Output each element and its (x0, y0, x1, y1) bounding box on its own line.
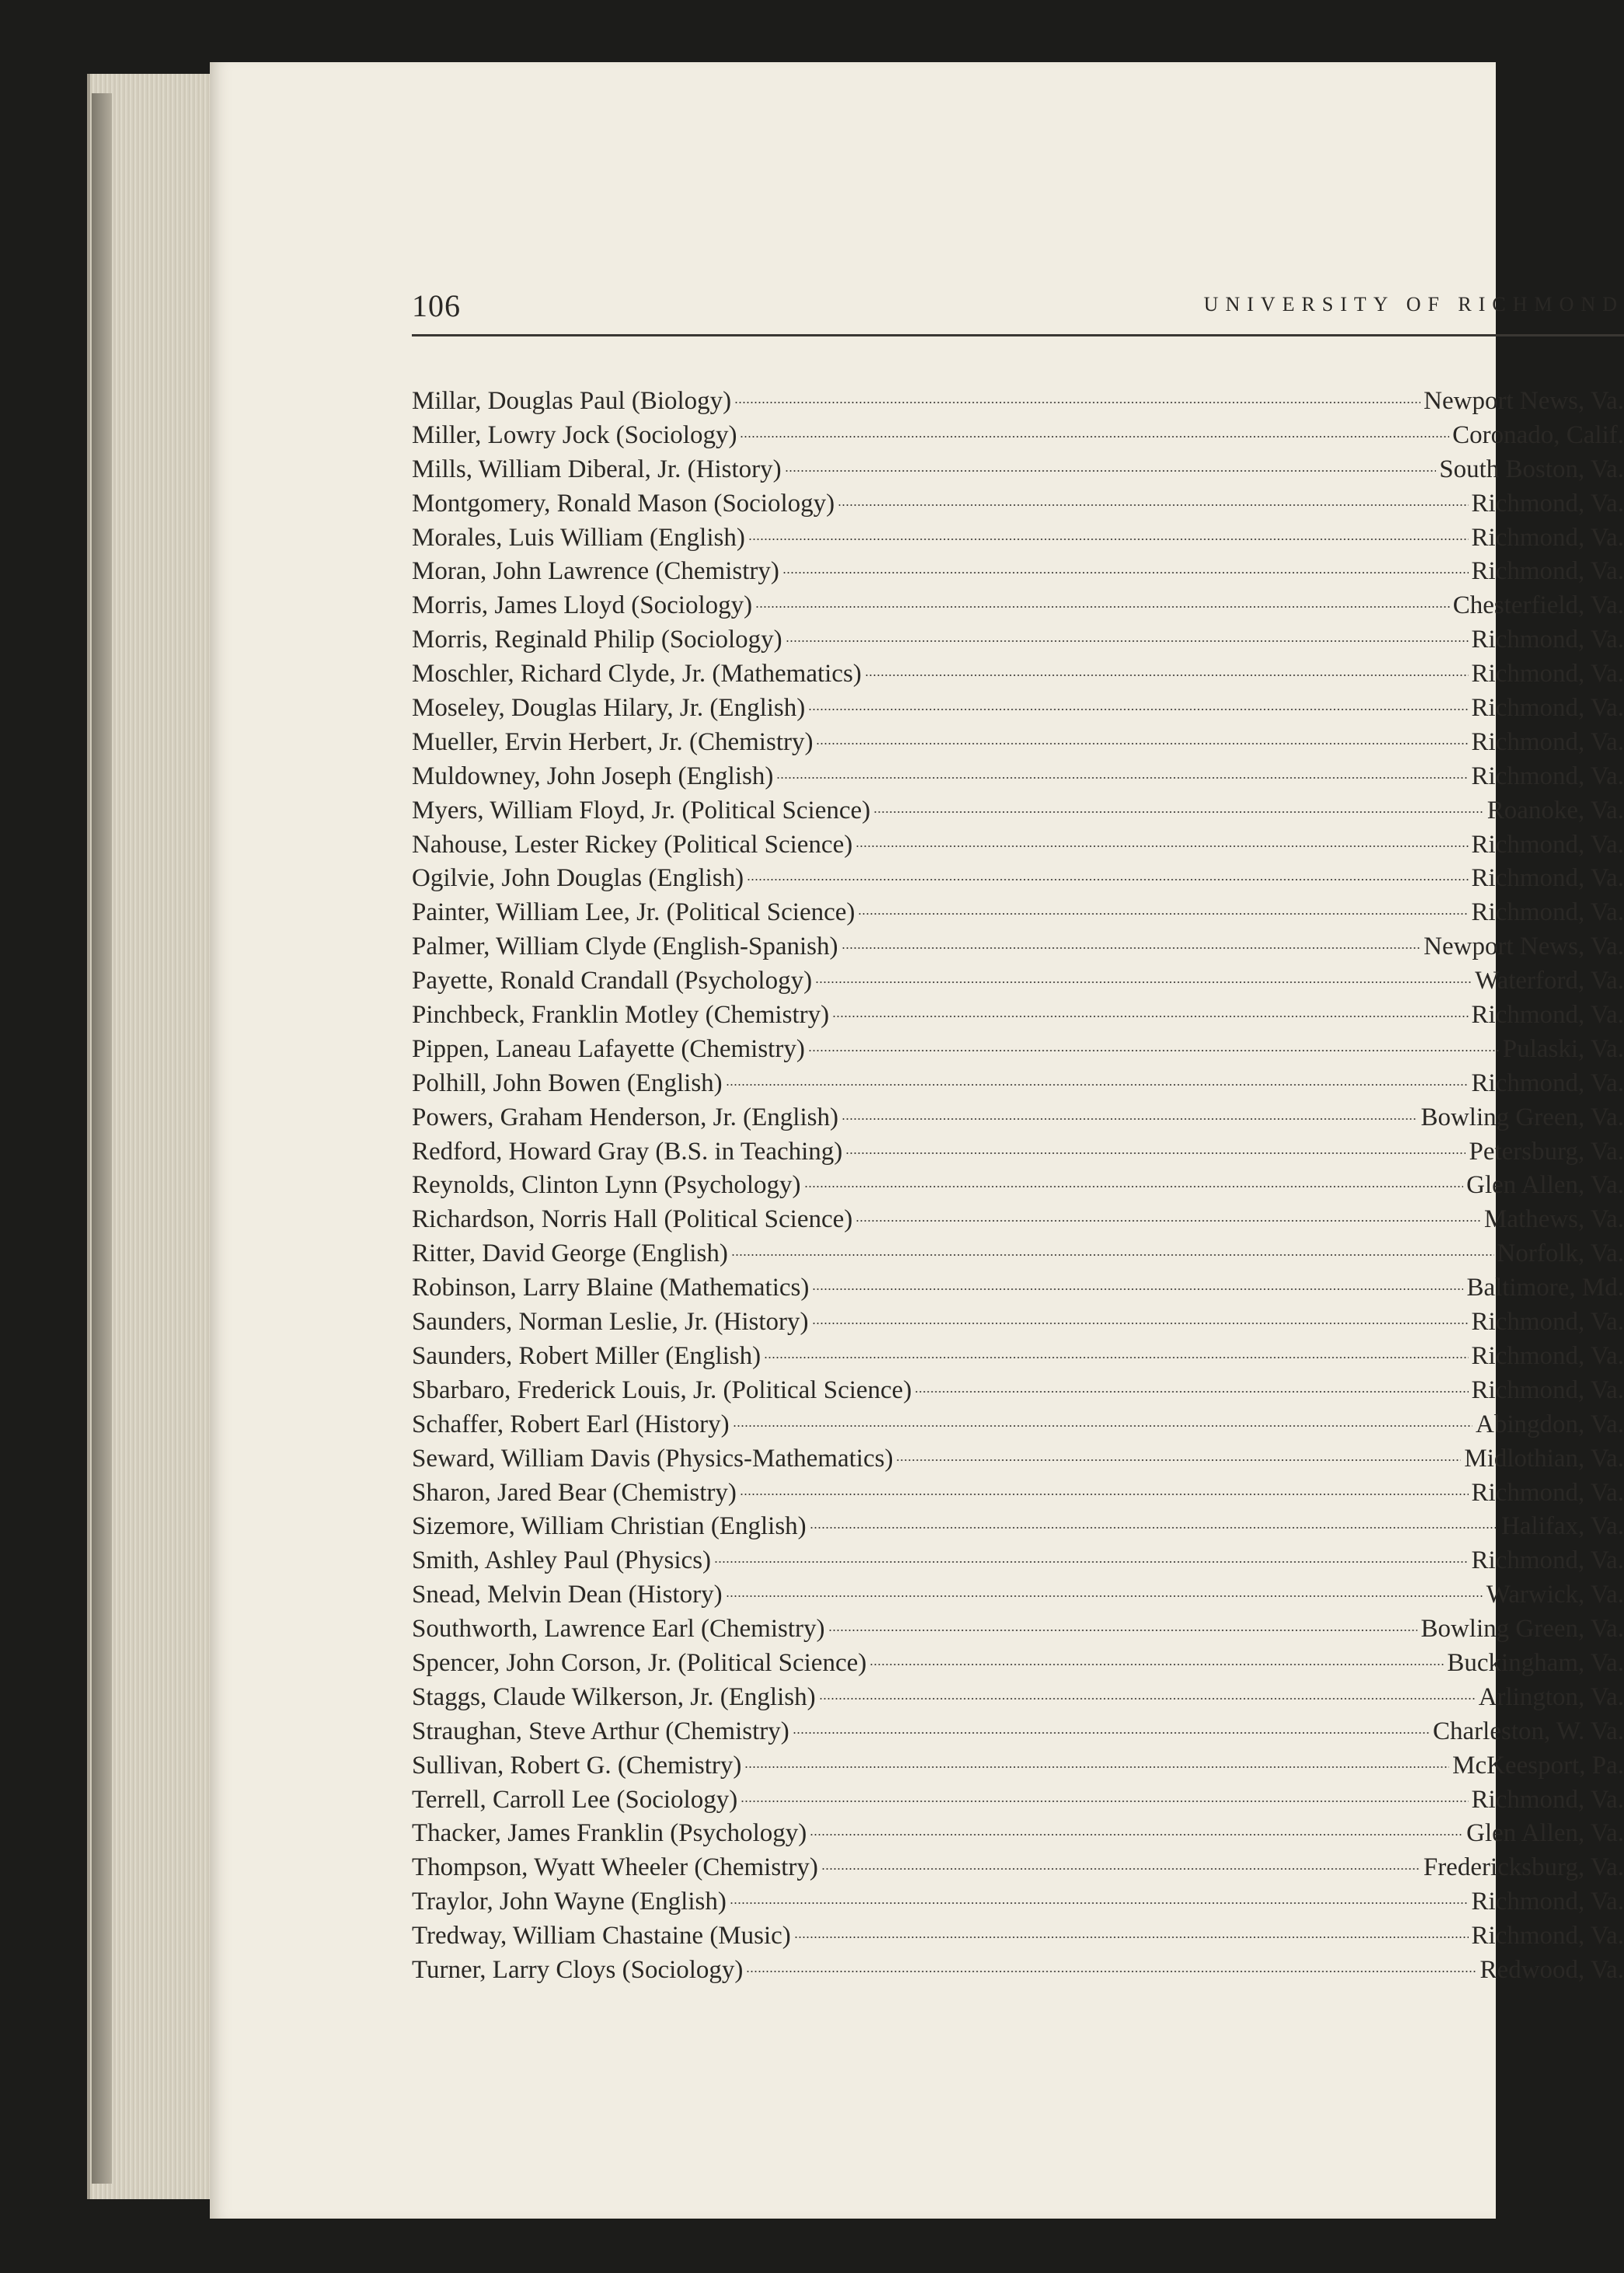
book-page (210, 62, 1624, 2219)
hometown: Newport News, Va. (1424, 387, 1624, 415)
hometown: Richmond, Va. (1471, 1546, 1624, 1575)
list-item (412, 1817, 1624, 1851)
hometown: Richmond, Va. (1471, 830, 1624, 859)
list-item (412, 589, 1624, 623)
list-item (412, 1033, 1624, 1067)
list-item (412, 760, 1624, 794)
hometown: Midlothian, Va. (1464, 1444, 1624, 1473)
student-name-major: Morris, James Lloyd (Sociology) (412, 591, 753, 620)
list-item (412, 964, 1624, 999)
list-item (412, 1749, 1624, 1783)
student-name-major: Seward, William Davis (Physics-Mathematics) (412, 1444, 894, 1473)
dot-leader (764, 1357, 1468, 1358)
student-name-major: Moseley, Douglas Hilary, Jr. (English) (412, 694, 806, 723)
dot-leader (856, 845, 1468, 847)
hometown: Glen Allen, Va. (1466, 1171, 1624, 1200)
student-name-major: Southworth, Lawrence Earl (Chemistry) (412, 1615, 825, 1644)
dot-leader (845, 1152, 1465, 1154)
student-name-major: Tredway, William Chastaine (Music) (412, 1922, 791, 1951)
dot-leader (870, 1664, 1444, 1665)
student-name-major: Thacker, James Franklin (Psychology) (412, 1819, 807, 1848)
hometown: McKeesport, Pa. (1452, 1751, 1624, 1780)
student-name-major: Polhill, John Bowen (English) (412, 1069, 723, 1097)
student-name-major: Reynolds, Clinton Lynn (Psychology) (412, 1171, 801, 1200)
list-item (412, 623, 1624, 657)
hometown: Richmond, Va. (1471, 1308, 1624, 1337)
hometown: Norfolk, Va. (1497, 1239, 1624, 1268)
hometown: Charleston, W. Va. (1433, 1717, 1624, 1745)
list-item (412, 726, 1624, 760)
dot-leader (746, 1971, 1476, 1972)
dot-leader (810, 1527, 1498, 1529)
dot-leader (794, 1937, 1469, 1938)
dot-leader (873, 811, 1484, 813)
list-item (412, 1851, 1624, 1885)
list-item (412, 1169, 1624, 1203)
student-name-major: Traylor, John Wayne (English) (412, 1888, 727, 1916)
list-item (412, 657, 1624, 692)
list-item (412, 1237, 1624, 1271)
student-name-major: Snead, Melvin Dean (History) (412, 1581, 723, 1609)
list-item (412, 692, 1624, 726)
dot-leader (812, 1323, 1469, 1324)
student-name-major: Spencer, John Corson, Jr. (Political Science) (412, 1648, 867, 1677)
dot-leader (815, 981, 1472, 983)
dot-leader (786, 640, 1469, 642)
list-item (412, 1715, 1624, 1749)
student-name-major: Mills, William Diberal, Jr. (History) (412, 455, 782, 483)
page-number: 106 (412, 288, 461, 323)
hometown: Warwick, Va. (1486, 1581, 1624, 1609)
list-item (412, 999, 1624, 1033)
dot-leader (747, 879, 1468, 880)
student-name-major: Schaffer, Robert Earl (History) (412, 1410, 730, 1438)
list-item (412, 555, 1624, 589)
dot-leader (828, 1630, 1418, 1631)
dot-leader (744, 1766, 1449, 1768)
student-name-major: Moran, John Lawrence (Chemistry) (412, 557, 779, 586)
hometown: Bowling Green, Va. (1420, 1615, 1624, 1644)
student-name-major: Montgomery, Ronald Mason (Sociology) (412, 489, 835, 518)
list-item (412, 1442, 1624, 1476)
hometown: Bowling Green, Va. (1420, 1103, 1624, 1131)
hometown: Roanoke, Va. (1486, 796, 1624, 824)
hometown: Richmond, Va. (1471, 1001, 1624, 1030)
hometown: Mathews, Va. (1484, 1205, 1624, 1234)
hometown: Richmond, Va. (1471, 660, 1624, 689)
hometown: Pulaski, Va. (1502, 1034, 1624, 1063)
dot-leader (896, 1459, 1461, 1461)
student-name-major: Staggs, Claude Wilkerson, Jr. (English) (412, 1682, 816, 1711)
list-item (412, 1476, 1624, 1511)
dot-leader (804, 1186, 1464, 1187)
hometown: Richmond, Va. (1471, 864, 1624, 893)
dot-leader (726, 1084, 1469, 1086)
list-item (412, 1374, 1624, 1408)
student-name-major: Smith, Ashley Paul (Physics) (412, 1546, 712, 1575)
student-name-major: Saunders, Robert Miller (English) (412, 1341, 761, 1370)
running-title: UNIVERSITY OF RICHMOND (1204, 293, 1624, 316)
hometown: Richmond, Va. (1471, 898, 1624, 927)
list-item (412, 1408, 1624, 1442)
hometown: Abingdon, Va. (1476, 1410, 1624, 1438)
student-name-major: Miller, Lowry Jock (Sociology) (412, 420, 737, 449)
hometown: Glen Allen, Va. (1466, 1819, 1624, 1848)
list-item (412, 896, 1624, 930)
list-item (412, 828, 1624, 863)
dot-leader (915, 1391, 1468, 1393)
hometown: Coronado, Calif. (1452, 420, 1624, 449)
dot-leader (733, 1425, 1472, 1427)
student-name-major: Morales, Luis William (English) (412, 523, 745, 552)
student-name-major: Muldowney, John Joseph (English) (412, 762, 774, 790)
book-spine-shadow (92, 93, 112, 2184)
dot-leader (726, 1595, 1483, 1597)
list-item (412, 1954, 1624, 1988)
dot-leader (741, 1801, 1468, 1802)
hometown: Baltimore, Md. (1466, 1274, 1624, 1302)
dot-leader (865, 675, 1469, 676)
hometown: Fredericksburg, Va. (1423, 1853, 1624, 1882)
student-name-major: Palmer, William Clyde (English-Spanish) (412, 933, 838, 961)
dot-leader (821, 1868, 1420, 1870)
list-item (412, 862, 1624, 896)
dot-leader (793, 1732, 1430, 1734)
dot-leader (812, 1288, 1463, 1290)
hometown: Richmond, Va. (1471, 523, 1624, 552)
hometown: Richmond, Va. (1471, 694, 1624, 723)
hometown: Richmond, Va. (1471, 1341, 1624, 1370)
dot-leader (734, 402, 1420, 403)
running-head (412, 288, 1624, 326)
list-item (412, 1306, 1624, 1340)
student-list (412, 385, 1624, 1988)
student-name-major: Thompson, Wyatt Wheeler (Chemistry) (412, 1853, 818, 1882)
dot-leader (856, 1220, 1481, 1222)
dot-leader (748, 539, 1469, 540)
student-name-major: Powers, Graham Henderson, Jr. (English) (412, 1103, 838, 1131)
dot-leader (714, 1561, 1468, 1563)
list-item (412, 1101, 1624, 1135)
student-name-major: Terrell, Carroll Lee (Sociology) (412, 1785, 738, 1814)
dot-leader (776, 777, 1468, 779)
student-name-major: Sharon, Jared Bear (Chemistry) (412, 1478, 737, 1507)
hometown: Buckingham, Va. (1447, 1648, 1624, 1677)
list-item (412, 1067, 1624, 1101)
hometown: Richmond, Va. (1471, 1069, 1624, 1097)
list-item (412, 1885, 1624, 1919)
hometown: Richmond, Va. (1471, 1785, 1624, 1814)
hometown: Arlington, Va. (1478, 1682, 1624, 1711)
list-item (412, 1612, 1624, 1647)
list-item (412, 1783, 1624, 1818)
dot-leader (810, 1834, 1463, 1835)
student-name-major: Redford, Howard Gray (B.S. in Teaching) (412, 1137, 843, 1166)
hometown: Richmond, Va. (1471, 1922, 1624, 1951)
hometown: Chesterfield, Va. (1452, 591, 1624, 620)
student-name-major: Turner, Larry Cloys (Sociology) (412, 1955, 744, 1984)
dot-leader (808, 1050, 1500, 1051)
hometown: Richmond, Va. (1471, 1375, 1624, 1404)
dot-leader (838, 504, 1468, 506)
student-name-major: Robinson, Larry Blaine (Mathematics) (412, 1274, 810, 1302)
dot-leader (819, 1698, 1476, 1700)
list-item (412, 1544, 1624, 1578)
list-item (412, 1340, 1624, 1374)
dot-leader (740, 1494, 1469, 1495)
hometown: Halifax, Va. (1501, 1512, 1624, 1541)
list-item (412, 1135, 1624, 1170)
student-name-major: Saunders, Norman Leslie, Jr. (History) (412, 1308, 809, 1337)
dot-leader (755, 606, 1450, 608)
list-item (412, 1203, 1624, 1237)
hometown: Richmond, Va. (1471, 727, 1624, 756)
list-item (412, 1647, 1624, 1681)
dot-leader (842, 1118, 1417, 1120)
list-item (412, 1510, 1624, 1544)
dot-leader (785, 470, 1437, 472)
dot-leader (832, 1016, 1468, 1017)
list-item (412, 794, 1624, 828)
list-item (412, 385, 1624, 419)
student-name-major: Pippen, Laneau Lafayette (Chemistry) (412, 1034, 805, 1063)
hometown: Richmond, Va. (1471, 489, 1624, 518)
student-name-major: Millar, Douglas Paul (Biology) (412, 387, 732, 415)
list-item (412, 1681, 1624, 1715)
student-name-major: Sullivan, Robert G. (Chemistry) (412, 1751, 742, 1780)
list-item (412, 1271, 1624, 1306)
page-content (412, 288, 1624, 2075)
dot-leader (731, 1254, 1494, 1256)
list-item (412, 1919, 1624, 1954)
hometown: Waterford, Va. (1475, 967, 1624, 995)
hometown: Redwood, Va. (1479, 1955, 1624, 1984)
dot-leader (740, 436, 1449, 438)
hometown: South Boston, Va. (1439, 455, 1624, 483)
list-item (412, 487, 1624, 521)
student-name-major: Straughan, Steve Arthur (Chemistry) (412, 1717, 789, 1745)
student-name-major: Ritter, David George (English) (412, 1239, 728, 1268)
dot-leader (808, 709, 1468, 710)
hometown: Richmond, Va. (1471, 557, 1624, 586)
student-name-major: Sizemore, William Christian (English) (412, 1512, 807, 1541)
student-name-major: Sbarbaro, Frederick Louis, Jr. (Political Science) (412, 1375, 912, 1404)
list-item (412, 521, 1624, 556)
hometown: Richmond, Va. (1471, 762, 1624, 790)
dot-leader (858, 913, 1468, 915)
list-item (412, 1578, 1624, 1612)
dot-leader (842, 947, 1421, 949)
list-item (412, 930, 1624, 964)
student-name-major: Ogilvie, John Douglas (English) (412, 864, 744, 893)
hometown: Richmond, Va. (1471, 626, 1624, 654)
dot-leader (730, 1902, 1469, 1904)
list-item (412, 453, 1624, 487)
header-rule (412, 334, 1624, 336)
student-name-major: Moschler, Richard Clyde, Jr. (Mathematics) (412, 660, 862, 689)
student-name-major: Painter, William Lee, Jr. (Political Science) (412, 898, 856, 927)
dot-leader (816, 743, 1468, 744)
student-name-major: Myers, William Floyd, Jr. (Political Science) (412, 796, 871, 824)
student-name-major: Nahouse, Lester Rickey (Political Science) (412, 830, 853, 859)
hometown: Petersburg, Va. (1469, 1137, 1624, 1166)
student-name-major: Richardson, Norris Hall (Political Science) (412, 1205, 853, 1234)
hometown: Newport News, Va. (1424, 933, 1624, 961)
hometown: Richmond, Va. (1471, 1888, 1624, 1916)
dot-leader (782, 572, 1469, 573)
student-name-major: Morris, Reginald Philip (Sociology) (412, 626, 782, 654)
student-name-major: Mueller, Ervin Herbert, Jr. (Chemistry) (412, 727, 814, 756)
hometown: Richmond, Va. (1471, 1478, 1624, 1507)
student-name-major: Pinchbeck, Franklin Motley (Chemistry) (412, 1001, 830, 1030)
student-name-major: Payette, Ronald Crandall (Psychology) (412, 967, 813, 995)
list-item (412, 419, 1624, 453)
